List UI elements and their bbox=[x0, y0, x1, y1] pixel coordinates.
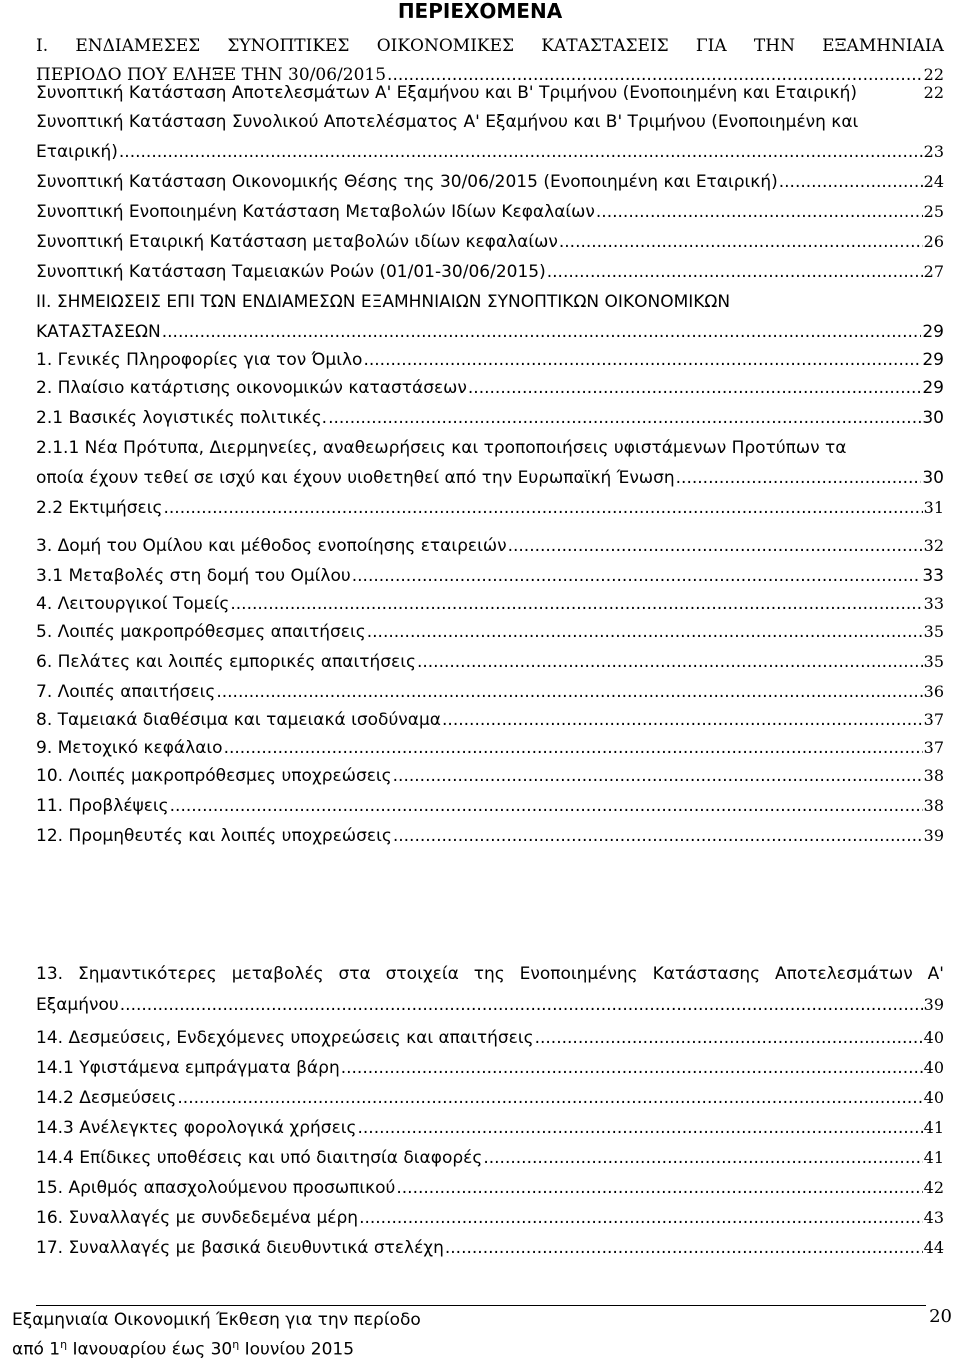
entry-page: 37 bbox=[923, 738, 944, 757]
entry-page: 37 bbox=[923, 710, 944, 729]
entry-text: 17. Συναλλαγές με βασικά διευθυντικά στελέχη bbox=[36, 1238, 444, 1258]
heading-word: ΟΙΚΟΝΟΜΙΚΕΣ bbox=[376, 36, 515, 56]
entry-page: 38 bbox=[923, 766, 944, 785]
toc-entry[interactable] bbox=[36, 321, 944, 343]
leader-dots bbox=[559, 231, 923, 253]
entry-text: 2.1 Βασικές λογιστικές πολιτικές. bbox=[36, 408, 328, 428]
leader-dots bbox=[596, 201, 923, 223]
entry-page: 29 bbox=[922, 322, 944, 342]
entry-page: 42 bbox=[923, 1178, 944, 1197]
toc-entry[interactable] bbox=[36, 1087, 944, 1109]
leader-dots bbox=[170, 795, 923, 817]
entry-page: 33 bbox=[922, 566, 944, 586]
entry-text: 4. Λειτουργικοί Τομείς bbox=[36, 594, 230, 614]
leader-dots bbox=[341, 1057, 923, 1079]
entry-page: 22 bbox=[923, 65, 944, 84]
toc-entry[interactable] bbox=[36, 261, 944, 283]
toc-entry[interactable] bbox=[36, 231, 944, 253]
entry-page: 40 bbox=[923, 1058, 944, 1077]
entry-text: 14.4 Επίδικες υποθέσεις και υπό διαιτησία διαφορές bbox=[36, 1148, 483, 1168]
entry-text: 14.1 Υφιστάμενα εμπράγματα βάρη bbox=[36, 1058, 340, 1078]
entry-page: 30 bbox=[922, 408, 944, 428]
entry-text: 10. Λοιπές μακροπρόθεσμες υποχρεώσεις bbox=[36, 766, 392, 786]
leader-dots bbox=[396, 1177, 922, 1199]
toc-entry[interactable] bbox=[36, 565, 944, 587]
toc-entry[interactable] bbox=[36, 681, 944, 703]
entry-page: 39 bbox=[923, 995, 944, 1014]
entry-page: 40 bbox=[923, 1028, 944, 1047]
leader-dots bbox=[442, 709, 923, 731]
toc-entry[interactable] bbox=[36, 1237, 944, 1259]
heading-word: Αποτελεσμάτων bbox=[775, 964, 913, 984]
entry-13-line2[interactable] bbox=[36, 994, 944, 1016]
entry-text: ΙΙ. ΣΗΜΕΙΩΣΕΙΣ ΕΠΙ ΤΩΝ ΕΝΔΙΑΜΕΣΩΝ ΕΞΑΜΗΝΙΑΙΩΝ ΣΥΝΟΠΤΙΚΩΝ ΟΙΚΟΝΟΜΙΚΩΝ bbox=[36, 292, 731, 312]
entry-page: 26 bbox=[923, 232, 944, 251]
entry-page: 31 bbox=[923, 498, 944, 517]
entry-text: 15. Αριθμός απασχολούμενου προσωπικού bbox=[36, 1178, 396, 1198]
heading-word: μεταβολές bbox=[231, 964, 324, 984]
entry-text: 3. Δομή του Ομίλου και μέθοδος ενοποίησης εταιρειών bbox=[36, 536, 507, 556]
toc-entry[interactable] bbox=[36, 349, 944, 371]
entry-page: 35 bbox=[923, 652, 944, 671]
heading-word: στοιχεία bbox=[385, 964, 459, 984]
toc-entry[interactable] bbox=[36, 535, 944, 557]
leader-dots bbox=[177, 1087, 922, 1109]
leader-dots bbox=[328, 407, 921, 429]
entry-text: 2.1.1 Νέα Πρότυπα, Διερμηνείες, αναθεωρήσεις και τροποποιήσεις υφιστάμενων Προτύπων τα bbox=[36, 438, 847, 458]
heading-word: ΤΗΝ bbox=[753, 36, 795, 56]
toc-entry[interactable] bbox=[36, 82, 944, 104]
heading-word: ΕΞΑΜΗΝΙΑΙΑ bbox=[822, 36, 944, 56]
entry-page: 41 bbox=[923, 1118, 944, 1137]
heading-word: 13. bbox=[36, 964, 64, 984]
toc-entry[interactable] bbox=[36, 407, 944, 429]
heading-word: Σημαντικότερες bbox=[77, 964, 217, 984]
entry-page: 22 bbox=[923, 83, 944, 102]
entry-text: ΠΕΡΙΟΔΟ ΠΟΥ ΕΛΗΞΕ ΤΗΝ 30/06/2015 bbox=[36, 65, 387, 85]
entry-text: 2. Πλαίσιο κατάρτισης οικονομικών καταστάσεων bbox=[36, 378, 467, 398]
entry-text: 9. Μετοχικό κεφάλαιο bbox=[36, 738, 223, 758]
entry-page: 27 bbox=[923, 262, 944, 281]
leader-dots bbox=[224, 737, 923, 759]
entry-page: 43 bbox=[923, 1208, 944, 1227]
page-number: 20 bbox=[929, 1306, 952, 1327]
entry-13-line1 bbox=[36, 963, 944, 985]
heading-word: ΕΝΔΙΑΜΕΣΕΣ bbox=[75, 36, 201, 56]
heading-word: ΓΙΑ bbox=[695, 36, 727, 56]
leader-dots bbox=[547, 261, 923, 283]
entry-text: 14. Δεσμεύσεις, Ενδεχόμενες υποχρεώσεις και απαιτήσεις bbox=[36, 1028, 534, 1048]
leader-dots bbox=[445, 1237, 923, 1259]
toc-entry[interactable] bbox=[36, 497, 944, 519]
leader-dots bbox=[367, 621, 923, 643]
entry-text: Συνοπτική Κατάσταση Συνολικού Αποτελέσματος Α' Εξαμήνου και Β' Τριμήνου (Ενοποιημένη και bbox=[36, 112, 859, 132]
toc-entry[interactable] bbox=[36, 795, 944, 817]
leader-dots bbox=[162, 321, 922, 343]
leader-dots bbox=[230, 593, 922, 615]
heading-word: της bbox=[473, 964, 505, 984]
heading-word: I. bbox=[36, 36, 49, 56]
footer-title: Εξαμηνιαία Οικονομική Έκθεση για την περίοδο bbox=[12, 1310, 421, 1330]
heading-word: Κατάστασης bbox=[652, 964, 761, 984]
leader-dots bbox=[468, 377, 921, 399]
entry-page: 30 bbox=[922, 468, 944, 488]
toc-entry[interactable] bbox=[36, 737, 944, 759]
entry-text: Συνοπτική Κατάσταση Αποτελεσμάτων Α' Εξαμήνου και Β' Τριμήνου (Ενοποιημένη και Εταιρική) bbox=[36, 83, 857, 103]
entry-page: 36 bbox=[923, 682, 944, 701]
entry-page: 32 bbox=[923, 536, 944, 555]
toc-entry[interactable] bbox=[36, 1147, 944, 1169]
entry-text: Συνοπτική Κατάσταση Οικονομικής Θέσης της 30/06/2015 (Ενοποιημένη και Εταιρική) bbox=[36, 172, 778, 192]
heading-word: στα bbox=[338, 964, 371, 984]
entry-page: 23 bbox=[923, 142, 944, 161]
heading-word: ΚΑΤΑΣΤΑΣΕΙΣ bbox=[541, 36, 669, 56]
toc-entry[interactable] bbox=[36, 1117, 944, 1139]
leader-dots bbox=[393, 825, 923, 847]
entry-text: Συνοπτική Ενοποιημένη Κατάσταση Μεταβολών Ιδίων Κεφαλαίων bbox=[36, 202, 595, 222]
entry-text: ΚΑΤΑΣΤΑΣΕΩΝ bbox=[36, 322, 161, 342]
entry-text: Συνοπτική Κατάσταση Ταμειακών Ροών (01/01-30/06/2015) bbox=[36, 262, 546, 282]
entry-page: 39 bbox=[923, 826, 944, 845]
entry-text: 16. Συναλλαγές με συνδεδεμένα μέρη bbox=[36, 1208, 359, 1228]
leader-dots bbox=[358, 1117, 923, 1139]
toc-entry bbox=[36, 291, 944, 313]
entry-page: 25 bbox=[923, 202, 944, 221]
toc-entry[interactable] bbox=[36, 593, 944, 615]
toc-entry bbox=[36, 111, 944, 133]
leader-dots bbox=[393, 765, 923, 787]
entry-text: 6. Πελάτες και λοιπές εμπορικές απαιτήσεις bbox=[36, 652, 416, 672]
toc-entry[interactable] bbox=[36, 1177, 944, 1199]
entry-text: Εξαμήνου bbox=[36, 995, 119, 1015]
leader-dots bbox=[483, 1147, 922, 1169]
leader-dots bbox=[508, 535, 923, 557]
entry-text: 1. Γενικές Πληροφορίες για τον Όμιλο bbox=[36, 350, 363, 370]
toc-entry[interactable] bbox=[36, 171, 944, 193]
entry-text: 14.3 Ανέλεγκτες φορολογικά χρήσεις bbox=[36, 1118, 357, 1138]
leader-dots bbox=[216, 681, 922, 703]
toc-entry[interactable] bbox=[36, 825, 944, 847]
entry-text: 12. Προμηθευτές και λοιπές υποχρεώσεις bbox=[36, 826, 392, 846]
heading-word: Α' bbox=[927, 964, 944, 984]
toc-entry[interactable] bbox=[36, 621, 944, 643]
entry-page: 35 bbox=[923, 622, 944, 641]
toc-entry[interactable] bbox=[36, 377, 944, 399]
toc-entry[interactable] bbox=[36, 1057, 944, 1079]
leader-dots bbox=[120, 994, 923, 1016]
entry-page: 24 bbox=[923, 172, 944, 191]
leader-dots bbox=[119, 141, 923, 163]
entry-page: 29 bbox=[922, 378, 944, 398]
entry-page: 40 bbox=[923, 1088, 944, 1107]
entry-text: 14.2 Δεσμεύσεις bbox=[36, 1088, 177, 1108]
entry-text: οποία έχουν τεθεί σε ισχύ και έχουν υιοθετηθεί από την Ευρωπαϊκή Ένωση bbox=[36, 468, 675, 488]
entry-text: 5. Λοιπές μακροπρόθεσμες απαιτήσεις bbox=[36, 622, 366, 642]
leader-dots bbox=[417, 651, 923, 673]
entry-text: 3.1 Μεταβολές στη δομή του Ομίλου bbox=[36, 566, 351, 586]
entry-page: 29 bbox=[922, 350, 944, 370]
toc-entry[interactable] bbox=[36, 201, 944, 223]
entry-page: 44 bbox=[923, 1238, 944, 1257]
entry-page: 41 bbox=[923, 1148, 944, 1167]
toc-entry bbox=[36, 437, 944, 459]
page-title: ΠΕΡΙΕΧΟΜΕΝΑ bbox=[397, 0, 563, 23]
toc-entry[interactable] bbox=[36, 709, 944, 731]
leader-dots bbox=[352, 565, 922, 587]
heading-word: ΣΥΝΟΠΤΙΚΕΣ bbox=[227, 36, 350, 56]
toc-entry[interactable] bbox=[36, 141, 944, 163]
toc-entry[interactable] bbox=[36, 1027, 944, 1049]
leader-dots bbox=[359, 1207, 923, 1229]
entry-text: Συνοπτική Εταιρική Κατάσταση μεταβολών ιδίων κεφαλαίων bbox=[36, 232, 558, 252]
leader-dots bbox=[163, 497, 922, 519]
toc-entry[interactable] bbox=[36, 467, 944, 489]
leader-dots bbox=[363, 349, 921, 371]
entry-text: Εταιρική) bbox=[36, 142, 118, 162]
entry-text: 8. Ταμειακά διαθέσιμα και ταμειακά ισοδύναμα bbox=[36, 710, 442, 730]
entry-text: 7. Λοιπές απαιτήσεις bbox=[36, 682, 216, 702]
entry-text: 2.2 Εκτιμήσεις bbox=[36, 498, 163, 518]
toc-entry[interactable] bbox=[36, 765, 944, 787]
footer-period: από $1^\eta$ Ιανουαρίου έως $30^\eta$ Ιουνίου 2015 bbox=[12, 1338, 355, 1360]
heading-word: Ενοποιημένης bbox=[519, 964, 638, 984]
footer-divider bbox=[36, 1305, 926, 1306]
leader-dots bbox=[779, 171, 923, 193]
toc-entry[interactable] bbox=[36, 1207, 944, 1229]
leader-dots bbox=[676, 467, 922, 489]
entry-text: 11. Προβλέψεις bbox=[36, 796, 169, 816]
toc-entry[interactable] bbox=[36, 651, 944, 673]
entry-page: 33 bbox=[923, 594, 944, 613]
section-i-heading-line1 bbox=[36, 35, 944, 57]
leader-dots bbox=[535, 1027, 923, 1049]
entry-page: 38 bbox=[923, 796, 944, 815]
